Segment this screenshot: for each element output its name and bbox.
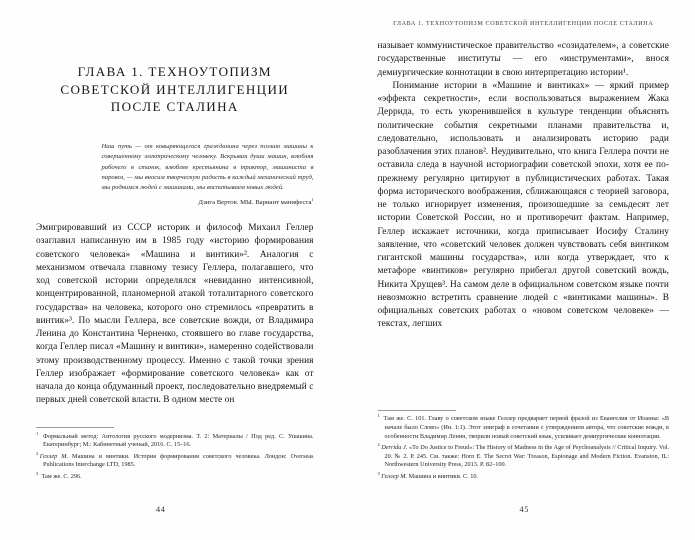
footnote-separator-rule [378, 410, 456, 411]
paragraph: называет коммунистическое правительство «созидателем», а советские государственные институты — его «инструментами», внося демиургические коннотации в свою интерпретацию истории¹. [377, 41, 669, 78]
footnote-text: Там же. С. 101. Главу о советском языке Геллер предваряет первой фразой из Евангелия от Иоанна: «В начале было Слово» (Ин. 1:1). Этот эпиграф в сочетании с утверждением автора, что советские вожди, в особенности Владимир Ленин, творили новый советский язык, усиливает демиургические коннотации. [383, 415, 670, 440]
footnote-text: Формальный метод: Антология русского модернизма. Т. 2: Материалы / Под ред. С. Ушакина. Екатеринбург; М.: Кабинетный ученый, 2016. С. 15–16. [43, 432, 314, 449]
paragraph: Понимание истории в «Машине и винтиках» — яркий пример «эффекта секретности», если воспользоваться выражением Жака Деррида, то есть укоренившейся в культуре тенденции объяснять политические события секретными планами правительства и, следовательно, использовать и анализировать историю ради разоблачения этих планов². Неудивительно, что книга Геллера почти не оставила следа в научной историографии советской эпохи, хотя ее по-прежнему регулярно цитируют в публицистических работах. Такая форма исторического воображения, сближающаяся с теорией заговора, не только игнорирует изменения, произошедшие за семьдесят лет истории Советской России, но и противоречит фактам. Например, Геллер искажает источники, когда приписывает Иосифу Сталину заявление, что «советский человек должен чувствовать себя винтиком гигантской машины государства», или когда утверждает, что к метафоре «винтиков» регулярно прибегал другой советский вождь, Никита Хрущев³. На самом деле в официальном советском языке почти невозможно встретить сравнение людей с «винтиками машины». В официальных советских работах о «новом советском человеке» — текстах, легших [377, 80, 669, 330]
footnote-separator-rule [36, 427, 114, 428]
footnote-text: Машина и винтики. С. 10. [408, 472, 479, 480]
footnote-text: Машина и винтики. История формирования советского человека. Лондон: Overseas Publications Interchange LTD, 1985. [43, 452, 314, 469]
footnotes-left [36, 427, 314, 484]
footnote [36, 450, 314, 470]
running-head-right: ГЛАВА 1. ТЕХНОУТОПИЗМ СОВЕТСКОЙ ИНТЕЛЛИГЕНЦИИ ПОСЛЕ СТАЛИНА [393, 21, 654, 27]
chapter-title-line-2: СОВЕТСКОЙ ИНТЕЛЛИГЕНЦИИ [60, 81, 290, 97]
epigraph-source-text: Дзига Вертов. МЫ. Вариант манифеста [198, 198, 312, 206]
footnote-text: «To Do Justice to Freud»: The History of Madness in the Age of Psychoanalysis // Critical Inquiry. Vol. 20. № 2. P. 245. См. также: Horn E. The Secret War: Treason, Espionage and Modern Fiction. Evanston, IL: Northwestern University Press, 2013. P. 82–100. [384, 444, 669, 469]
paragraph: Эмигрировавший из СССР историк и философ Михаил Геллер озаглавил написанную им в 1985 году «историю формирования советского человека» «Машина и винтики»². Аналогия с механизмом отвечала главному тезису Геллера, полагавшего, что ход советской истории определялся «невиданно интенсивной, концентрированной, планомерной атакой тоталитарного советского государства» на человека, которого оно стремилось «превратить в винтик»³. По мысли Геллера, все советские вожди, от Владимира Ленина до Константина Черненко, стоявшего во главе государства, когда Геллер писал «Машину и винтики», намеренно содействовали этому производственному процессу. Именно с такой точки зрения Геллер изображает «формирование советского человека» как от начала до конца обдуманный проект, последовательно внедряемый с первых дней советской власти. В одном месте он [36, 223, 314, 406]
footnote-author: Геллер М. [39, 452, 69, 460]
running-head-left [36, 18, 314, 30]
footnotes-right [378, 410, 670, 484]
footnote-marker: 1 [36, 430, 39, 436]
epigraph [102, 142, 314, 208]
epigraph-text: Наш путь — от ковыряющегося гражданина через поэзию машины к совершенному электрическому человеку. Вскрывая души машин, влюбляя рабочего в станок, влюбляя крестьянина в трактор, машиниста в паровоз, — мы вносим творческую радость в каждый механический труд, мы роднимся людей с машинами, мы воспитываем новых людей. [101, 142, 314, 192]
page-right [348, 0, 695, 540]
page-number-left: 44 [156, 505, 166, 514]
footnote-marker: 3 [36, 470, 39, 476]
body-text-right [378, 40, 670, 332]
epigraph-source-footnote-marker: 1 [311, 196, 314, 202]
footnote-marker: 2 [36, 450, 39, 456]
page-number-right: 45 [519, 505, 529, 514]
footnote [377, 470, 670, 482]
footnote-marker: 3 [377, 470, 380, 476]
footnote [378, 415, 670, 441]
footnote [36, 470, 314, 482]
chapter-title [36, 63, 314, 116]
epigraph-source [102, 198, 314, 208]
body-text-left [36, 222, 314, 408]
footnote [377, 441, 670, 470]
footnote-author: Derrida J. [381, 444, 408, 451]
chapter-title-line-3: ПОСЛЕ СТАЛИНА [110, 99, 239, 115]
footnote-marker: 1 [377, 413, 380, 419]
footnote-marker: 2 [377, 441, 380, 447]
footnote-text: Там же. С. 296. [41, 472, 82, 480]
footnote [36, 430, 314, 450]
chapter-title-line-1: ГЛАВА 1. ТЕХНОУТОПИЗМ [77, 64, 272, 79]
footnote-author: Геллер М. [381, 472, 408, 480]
